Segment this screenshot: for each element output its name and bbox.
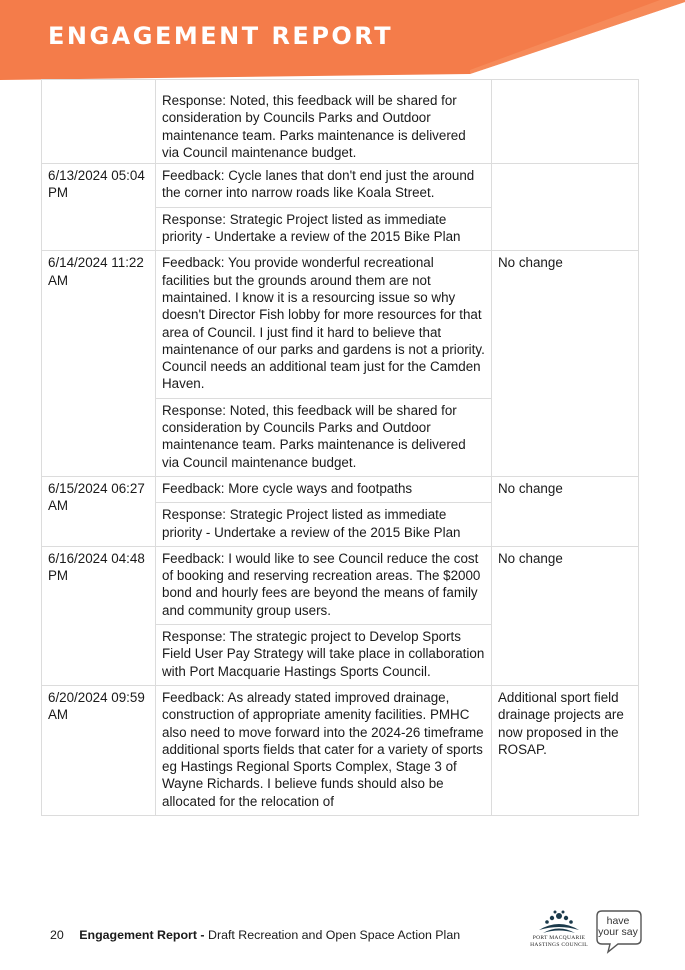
outcome-cell: Additional sport field drainage projects are now proposed in the ROSAP. — [492, 685, 639, 815]
header-banner — [0, 0, 685, 80]
response-cell: Response: Noted, this feedback will be shared for consideration by Councils Parks and Outdoor maintenance team. Parks maintenance is delivered via Council maintenance budget. — [156, 80, 492, 164]
table-row — [42, 251, 639, 398]
footer-report-name: Engagement Report - — [79, 928, 205, 942]
date-cell: 6/13/2024 05:04 PM — [42, 164, 156, 251]
outcome-cell: No change — [492, 251, 639, 477]
page-number: 20 — [50, 928, 64, 942]
have-your-say-logo — [596, 909, 644, 955]
response-cell: Response: Noted, this feedback will be shared for consideration by Councils Parks and Outdoor maintenance team. Parks maintenance is delivered via Council maintenance budget. — [156, 398, 492, 476]
outcome-cell: No change — [492, 476, 639, 546]
council-emblem-icon — [525, 908, 593, 936]
table-row — [42, 685, 639, 815]
table-row — [42, 546, 639, 624]
response-cell: Response: Strategic Project listed as immediate priority - Undertake a review of the 2015 Bike Plan — [156, 207, 492, 251]
page-footer — [50, 928, 460, 942]
response-cell: Response: Strategic Project listed as immediate priority - Undertake a review of the 2015 Bike Plan — [156, 503, 492, 547]
feedback-cell: Feedback: You provide wonderful recreational facilities but the grounds around them are not maintained. I know it is a resourcing issue so why doesn't Director Fish lobby for more resources for that area of Council. I just find it hard to believe that maintenance of our parks and gardens is not a priority. Council needs an additional team just for the Camden Haven. — [156, 251, 492, 398]
table-row — [42, 476, 639, 502]
response-cell: Response: The strategic project to Develop Sports Field User Pay Strategy will take place in collaboration with Port Macquarie Hastings Sports Council. — [156, 625, 492, 686]
footer-document-name: Draft Recreation and Open Space Action Plan — [208, 928, 461, 942]
feedback-cell: Feedback: As already stated improved drainage, construction of appropriate amenity facilities. PMHC also need to move forward into the 2024-26 timeframe additional sports fields that cater for a variety of sports eg Hastings Regional Sports Complex, Stage 3 of Wayne Richards. I believe funds should also be allocated for the relocation of — [156, 685, 492, 815]
feedback-table — [41, 79, 639, 816]
council-logo — [525, 908, 593, 958]
council-name: PORT MACQUARIE HASTINGS COUNCIL — [530, 935, 588, 948]
date-cell: 6/16/2024 04:48 PM — [42, 546, 156, 685]
date-cell: 6/20/2024 09:59 AM — [42, 685, 156, 815]
table-row — [42, 164, 639, 208]
date-cell: 6/15/2024 06:27 AM — [42, 476, 156, 546]
feedback-cell: Feedback: Cycle lanes that don't end just the around the corner into narrow roads like Koala Street. — [156, 164, 492, 208]
outcome-cell: No change — [492, 546, 639, 685]
feedback-cell: Feedback: More cycle ways and footpaths — [156, 476, 492, 502]
page-title: ENGAGEMENT REPORT — [48, 22, 394, 50]
feedback-cell: Feedback: I would like to see Council reduce the cost of booking and reserving recreation areas. The $2000 bond and hourly fees are beyond the means of family and community group users. — [156, 546, 492, 624]
outcome-cell — [492, 80, 639, 164]
date-cell: 6/14/2024 11:22 AM — [42, 251, 156, 477]
have-your-say-text: have your say — [598, 915, 638, 938]
date-cell — [42, 80, 156, 164]
outcome-cell — [492, 164, 639, 251]
table-row — [42, 80, 639, 164]
